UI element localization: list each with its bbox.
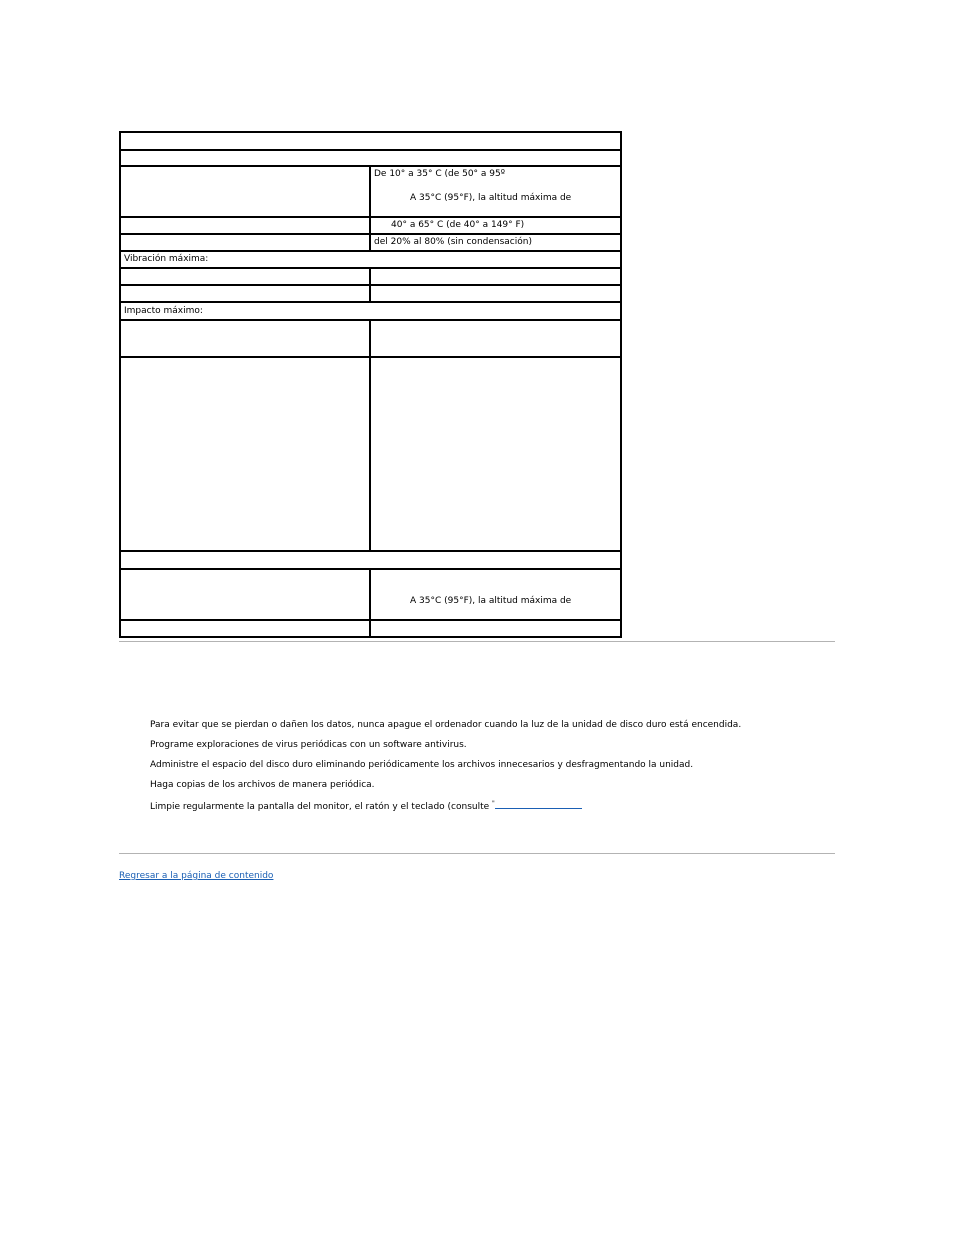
back-to-contents-link[interactable]: Regresar a la página de contenido [119, 871, 274, 881]
table-row [120, 620, 621, 637]
maintenance-tips-list [150, 718, 741, 818]
footer-divider [119, 853, 835, 854]
table-row [120, 217, 621, 234]
table-row [120, 166, 621, 217]
vibration-header: Vibración máxima: [120, 251, 621, 268]
tip-text: Programe exploraciones de virus periódicas con un software antivirus. [150, 740, 467, 750]
tip-text: Administre el espacio del disco duro eliminando periódicamente los archivos innecesarios y desfragmentando la unidad. [150, 760, 694, 770]
table-cell [120, 569, 370, 620]
table-cell [370, 620, 621, 637]
list-item [150, 798, 741, 818]
list-item [150, 718, 741, 738]
table-cell [120, 150, 621, 166]
list-item [150, 778, 741, 798]
operating-temp-value: De 10° a 35° C (de 50° a 95º [374, 169, 505, 179]
table-row [120, 302, 621, 320]
impact-header: Impacto máximo: [120, 302, 621, 320]
tip-text: Haga copias de los archivos de manera periódica. [150, 780, 375, 790]
cleaning-instructions-link[interactable] [495, 798, 582, 809]
table-cell [120, 620, 370, 637]
table-row [120, 150, 621, 166]
storage-temp-cell [370, 217, 621, 234]
table-row [120, 132, 621, 150]
table-cell [370, 320, 621, 357]
quote-mark: " [492, 800, 495, 807]
environmental-specs-table [119, 131, 622, 638]
table-row [120, 251, 621, 268]
table-cell [120, 357, 370, 551]
table-cell [370, 285, 621, 302]
table-row [120, 234, 621, 251]
table-cell [120, 234, 370, 251]
tip-text: Limpie regularmente la pantalla del monitor, el ratón y el teclado (consulte [150, 802, 493, 812]
table-cell [120, 217, 370, 234]
storage-altitude-note: A 35°C (95°F), la altitud máxima de [410, 596, 572, 606]
table-cell [120, 285, 370, 302]
storage-temp-value: 40° a 65° C (de 40° a 149° F) [391, 220, 525, 230]
section-divider [119, 641, 835, 642]
table-cell [370, 357, 621, 551]
table-cell [120, 166, 370, 217]
table-row [120, 569, 621, 620]
table-cell [120, 320, 370, 357]
table-row [120, 357, 621, 551]
table-row [120, 268, 621, 285]
table-cell [370, 268, 621, 285]
humidity-value: del 20% al 80% (sin condensación) [370, 234, 621, 251]
table-cell [120, 268, 370, 285]
table-cell [120, 132, 621, 150]
table-row [120, 285, 621, 302]
table-row [120, 551, 621, 569]
list-item [150, 758, 741, 778]
operating-altitude-note: A 35°C (95°F), la altitud máxima de [410, 193, 572, 203]
storage-altitude-cell [370, 569, 621, 620]
operating-temp-cell [370, 166, 621, 217]
tip-text: Para evitar que se pierdan o dañen los datos, nunca apague el ordenador cuando la luz de la unidad de disco duro está encendida. [150, 720, 742, 730]
table-cell [120, 551, 621, 569]
table-row [120, 320, 621, 357]
list-item [150, 738, 741, 758]
